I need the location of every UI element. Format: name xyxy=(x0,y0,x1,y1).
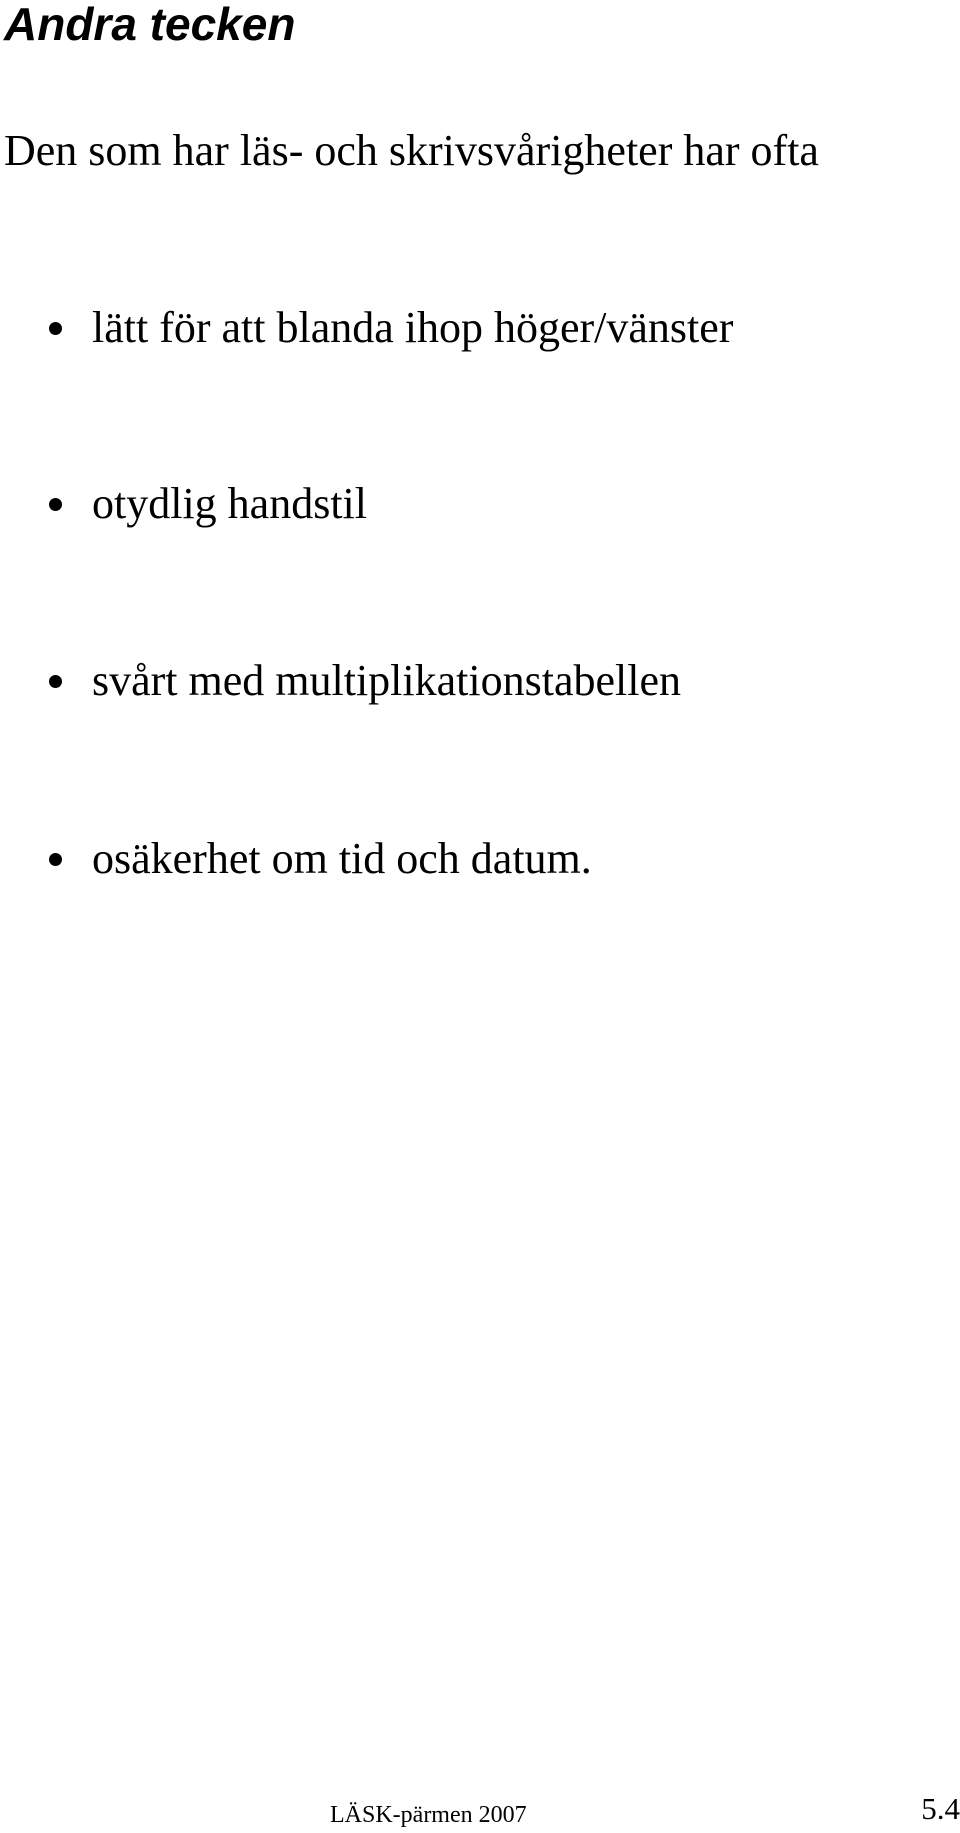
page-number: 5.4 xyxy=(921,1791,960,1826)
bullet-dot-icon xyxy=(49,675,62,688)
bullet-dot-icon xyxy=(49,322,62,335)
list-item-text: lätt för att blanda ihop höger/vänster xyxy=(92,303,734,352)
bullet-dot-icon xyxy=(49,853,62,866)
list-item-text: svårt med multiplikationstabellen xyxy=(92,656,681,705)
list-item-text: otydlig handstil xyxy=(92,479,367,528)
list-item-text: osäkerhet om tid och datum. xyxy=(92,834,592,883)
bullet-dot-icon xyxy=(49,498,62,511)
page-title: Andra tecken xyxy=(4,0,296,50)
intro-paragraph: Den som har läs- och skrivsvårigheter har ofta xyxy=(4,126,819,175)
footer-source: LÄSK-pärmen 2007 xyxy=(330,1802,527,1828)
